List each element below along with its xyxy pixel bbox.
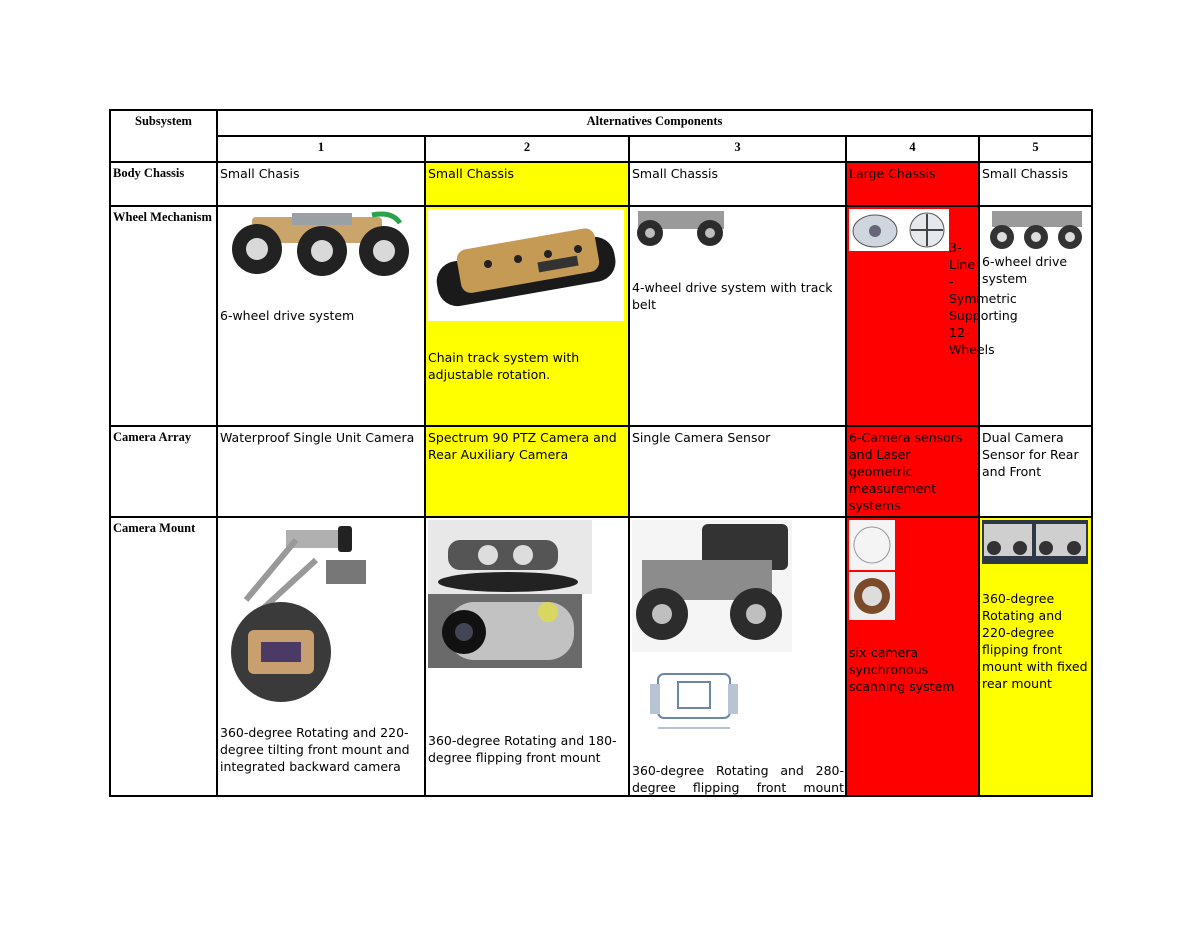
camera-mount-text-3: 360-degree Rotating and 280-degree flipping front mount [632, 763, 844, 795]
body-chassis-option-5: Small Chassis [979, 162, 1092, 206]
wheel-mechanism-option-1 [217, 206, 425, 426]
crawler-diagram-image [648, 664, 740, 736]
camera-mount-option-2 [425, 517, 629, 796]
camera-array-option-4: 6-Camera sensors and Laser geometric measurement systems [846, 426, 979, 517]
wheel-mechanism-text-4: 3-Line -Symmetric Supporting 12-Wheels [949, 240, 1018, 357]
ptz-camera-image-top [428, 520, 592, 594]
camera-array-option-5: Dual Camera Sensor for Rear and Front [979, 426, 1092, 517]
row-label-wheel-mechanism: Wheel Mechanism [110, 206, 217, 426]
subsystem-header: Subsystem [110, 110, 217, 162]
body-chassis-option-2: Small Chassis [425, 162, 629, 206]
camera-array-option-3: Single Camera Sensor [629, 426, 846, 517]
camera-mount-option-4 [846, 517, 979, 796]
column-number-4: 4 [846, 136, 979, 162]
six-camera-scanner-image [849, 520, 895, 620]
wheel-mechanism-option-2 [425, 206, 629, 426]
row-camera-array [110, 426, 1092, 517]
column-number-1: 1 [217, 136, 425, 162]
wheel-mechanism-text-5: 6-wheel drive system [982, 254, 1068, 286]
row-label-camera-mount: Camera Mount [110, 517, 217, 796]
wheel-mechanism-option-4 [846, 206, 1018, 426]
alternatives-matrix [109, 109, 1093, 797]
camera-mount-option-3 [629, 517, 846, 796]
camera-mount-text-4: six-camera synchronous scanning system [849, 645, 955, 694]
body-chassis-option-4: Large Chassis [846, 162, 979, 206]
column-number-5: 5 [979, 136, 1092, 162]
body-chassis-option-3: Small Chassis [629, 162, 846, 206]
row-body-chassis [110, 162, 1092, 206]
camera-mount-text-5: 360-degree Rotating and 220-degree flipping front mount with fixed rear mount [982, 591, 1088, 691]
camera-array-option-2: Spectrum 90 PTZ Camera and Rear Auxiliary Camera [425, 426, 629, 517]
body-chassis-option-1: Small Chasis [217, 162, 425, 206]
camera-mount-option-5 [979, 517, 1092, 796]
camera-mount-text-2: 360-degree Rotating and 180-degree flipping front mount [428, 733, 617, 765]
tilting-camera-mount-image [226, 520, 376, 702]
wheel-mechanism-text-1: 6-wheel drive system [220, 308, 355, 323]
row-label-camera-array: Camera Array [110, 426, 217, 517]
camera-mount-text-1: 360-degree Rotating and 220-degree tilting front mount and integrated backward camera [220, 725, 410, 774]
six-wheel-crawler-image [222, 209, 412, 279]
wheel-mechanism-text-2: Chain track system with adjustable rotation. [428, 350, 580, 382]
crawler-camera-image [632, 520, 792, 652]
column-number-2: 2 [425, 136, 629, 162]
camera-mount-option-1 [217, 517, 425, 796]
column-number-3: 3 [629, 136, 846, 162]
ptz-camera-image-bottom [428, 594, 582, 668]
camera-array-option-1: Waterproof Single Unit Camera [217, 426, 425, 517]
wheel-mechanism-option-5 [979, 206, 1092, 426]
row-label-body-chassis: Body Chassis [110, 162, 217, 206]
wheel-mechanism-text-3: 4-wheel drive system with track belt [632, 280, 833, 312]
six-wheel-crawler-image-alt [982, 209, 1090, 251]
alternatives-header: Alternatives Components [217, 110, 1092, 136]
wheel-mechanism-option-3 [629, 206, 846, 426]
four-wheel-crawler-image [632, 209, 730, 247]
row-wheel-mechanism [110, 206, 1092, 426]
chain-track-crawler-image [428, 209, 624, 321]
dual-camera-crawler-image [982, 520, 1088, 564]
row-camera-mount [110, 517, 1092, 796]
